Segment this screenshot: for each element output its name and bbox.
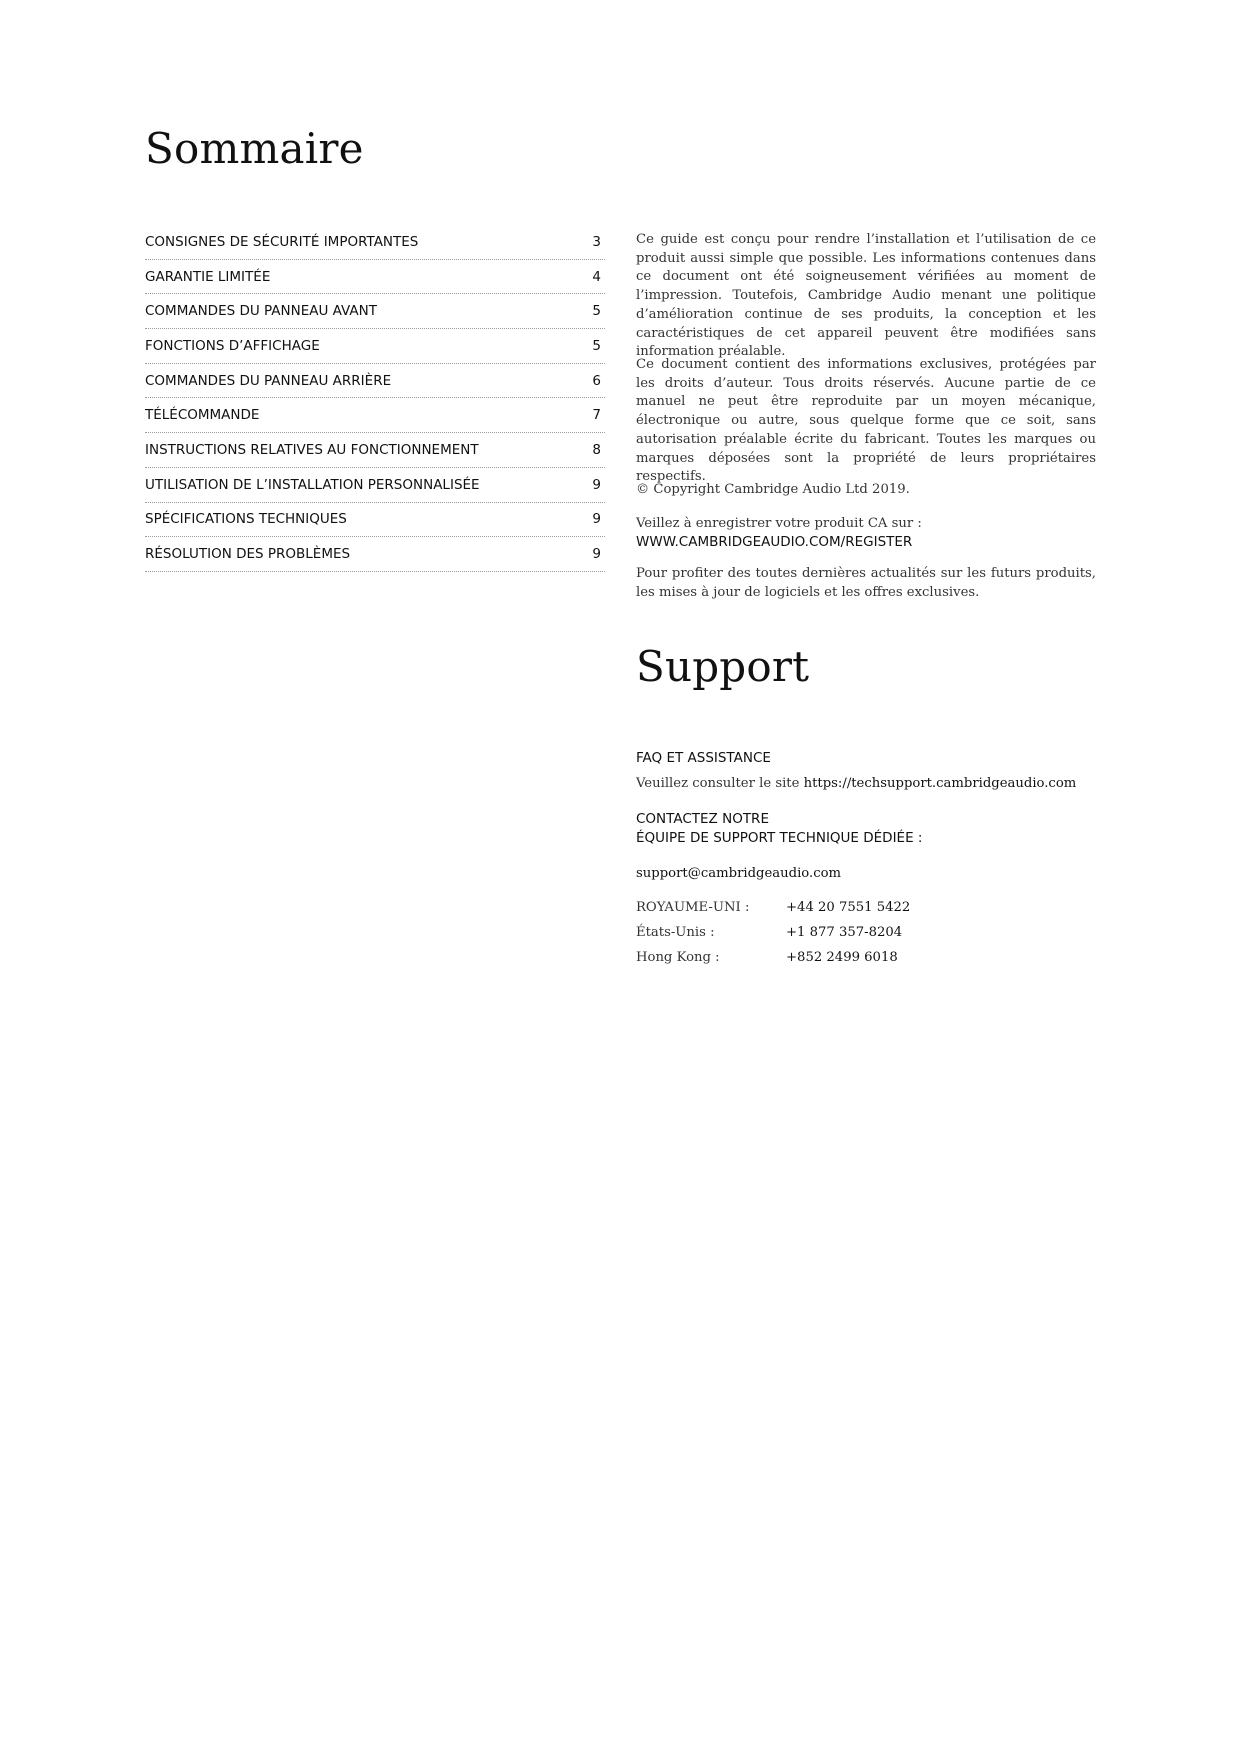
toc-entry-page: 6: [592, 372, 601, 389]
toc-entry-page: 8: [592, 441, 601, 458]
toc-entry-page: 9: [592, 476, 601, 493]
copyright-line: © Copyright Cambridge Audio Ltd 2019.: [636, 482, 910, 497]
toc-entry-label: RÉSOLUTION DES PROBLÈMES: [145, 546, 351, 563]
toc-entry[interactable]: [145, 433, 605, 468]
register-link[interactable]: WWW.CAMBRIDGEAUDIO.COM/REGISTER: [636, 534, 913, 550]
toc-entry-label: SPÉCIFICATIONS TECHNIQUES: [145, 511, 347, 528]
toc-entry-page: 9: [592, 546, 601, 563]
table-of-contents: [145, 225, 605, 572]
phone-row: [636, 895, 936, 920]
toc-entry-page: 5: [592, 337, 601, 354]
toc-entry-label: COMMANDES DU PANNEAU AVANT: [145, 303, 378, 320]
faq-text-label: Veuillez consulter le site: [636, 776, 800, 791]
toc-title: Sommaire: [145, 124, 364, 173]
toc-entry-label: CONSIGNES DE SÉCURITÉ IMPORTANTES: [145, 233, 419, 250]
toc-entry-label: GARANTIE LIMITÉE: [145, 268, 271, 285]
contact-heading: CONTACTEZ NOTRE: [636, 811, 769, 827]
toc-entry[interactable]: [145, 364, 605, 399]
toc-entry[interactable]: [145, 468, 605, 503]
toc-entry-label: TÉLÉCOMMANDE: [145, 407, 260, 424]
intro-paragraph: Ce guide est conçu pour rendre l’installation et l’utilisation de ce produit aussi simple que possible. Les informations contenues dans ce document ont été soigneusement vérifiées au moment de l’impression. Toutefois, Cambridge Audio menant une politique d’amélioration continue de ses produits, la conception et les caractéristiques de cet appareil peuvent être modifiées sans information préalable.: [636, 232, 1096, 360]
phone-number[interactable]: +852 2499 6018: [786, 950, 898, 965]
phone-region: États-Unis :: [636, 925, 715, 940]
toc-entry-label: COMMANDES DU PANNEAU ARRIÈRE: [145, 372, 392, 389]
phone-row: [636, 920, 936, 945]
toc-entry-page: 3: [592, 233, 601, 250]
toc-entry[interactable]: [145, 329, 605, 364]
faq-heading: FAQ ET ASSISTANCE: [636, 750, 771, 766]
register-text: Veillez à enregistrer votre produit CA sur :: [636, 516, 922, 531]
toc-entry-page: 9: [592, 511, 601, 528]
support-title: Support: [636, 642, 810, 691]
phone-number[interactable]: +1 877 357-8204: [786, 925, 903, 940]
toc-entry[interactable]: [145, 225, 605, 260]
faq-text: [636, 775, 1096, 794]
toc-entry-label: INSTRUCTIONS RELATIVES AU FONCTIONNEMENT: [145, 441, 479, 458]
toc-entry-label: UTILISATION DE L’INSTALLATION PERSONNALISÉE: [145, 476, 480, 493]
copyright-notice-paragraph: Ce document contient des informations exclusives, protégées par les droits d’auteur. Tous droits réservés. Aucune partie de ce manuel ne peut être reproduite par un moyen mécanique, électronique ou autre, sous quelque forme que ce soit, sans autorisation préalable écrite du fabricant. Toutes les marques ou marques déposées sont la propriété de leurs propriétaires respectifs.: [636, 357, 1096, 485]
phone-row: [636, 945, 936, 970]
toc-entry-page: 4: [592, 268, 601, 285]
toc-entry[interactable]: [145, 260, 605, 295]
toc-entry[interactable]: [145, 537, 605, 572]
contact-heading-subline: ÉQUIPE DE SUPPORT TECHNIQUE DÉDIÉE :: [636, 830, 923, 846]
toc-entry[interactable]: [145, 398, 605, 433]
toc-entry-page: 7: [592, 407, 601, 424]
updates-paragraph: Pour profiter des toutes dernières actualités sur les futurs produits, les mises à jour de logiciels et les offres exclusives.: [636, 566, 1096, 600]
phone-list: [636, 895, 936, 970]
toc-entry[interactable]: [145, 503, 605, 538]
support-email-link[interactable]: support@cambridgeaudio.com: [636, 866, 842, 881]
phone-number[interactable]: +44 20 7551 5422: [786, 900, 911, 915]
toc-entry-label: FONCTIONS D’AFFICHAGE: [145, 337, 320, 354]
phone-region: Hong Kong :: [636, 950, 720, 965]
toc-entry-page: 5: [592, 303, 601, 320]
faq-link[interactable]: https://techsupport.cambridgeaudio.com: [803, 776, 1077, 791]
toc-entry[interactable]: [145, 294, 605, 329]
phone-region: ROYAUME-UNI :: [636, 900, 750, 915]
